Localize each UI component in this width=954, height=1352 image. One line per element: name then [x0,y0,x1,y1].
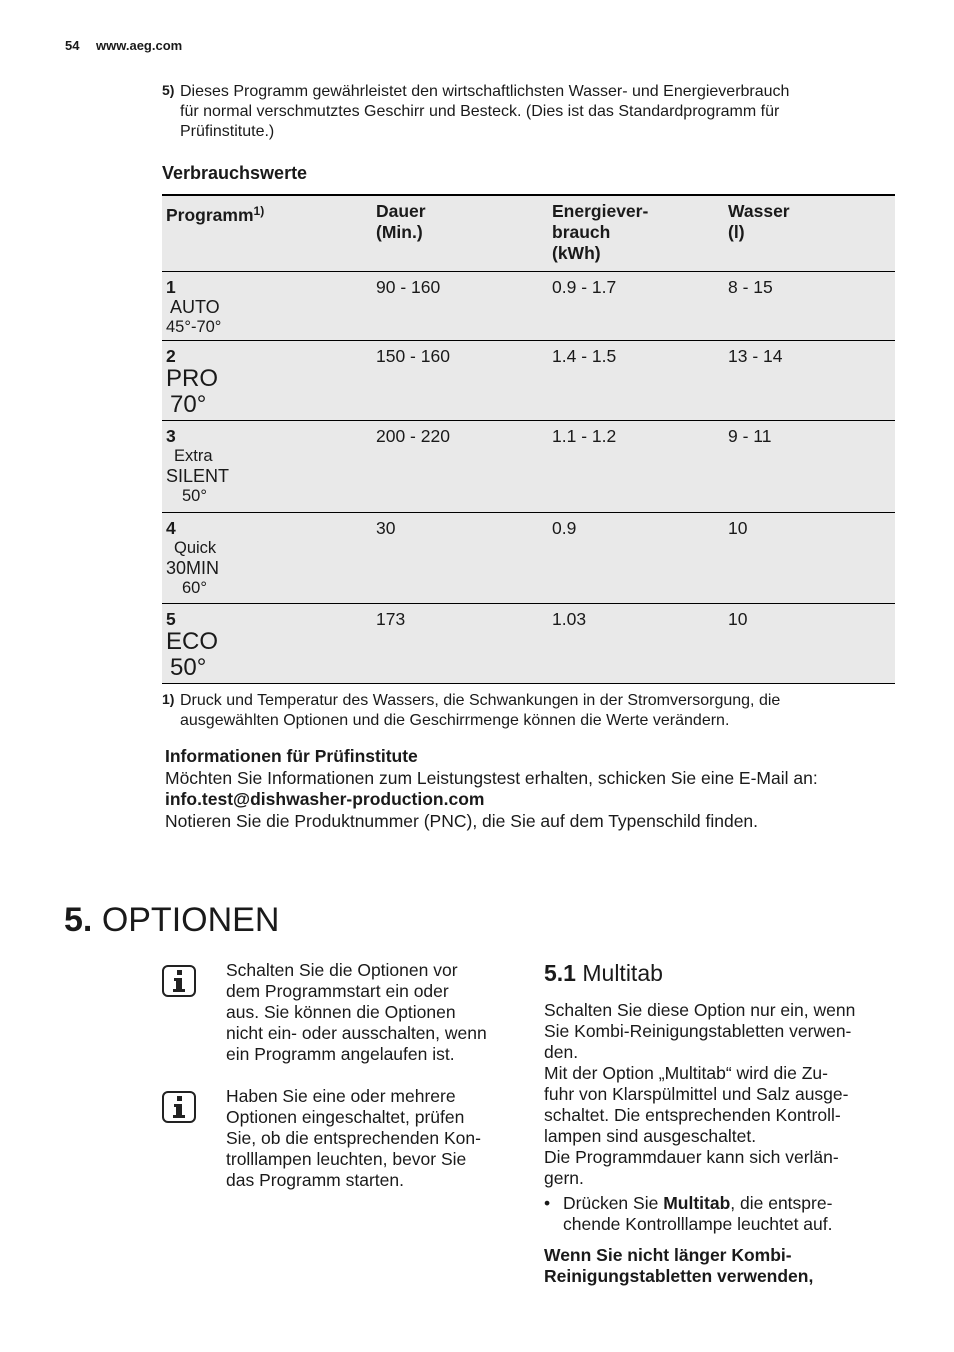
program-symbol: ECO [166,628,219,655]
water-cell: 13 - 14 [724,341,895,421]
bullet-icon: • [544,1193,551,1213]
info-text: Möchten Sie Informationen zum Leistungstest erhalten, schicken Sie eine E-Mail an: [165,767,818,788]
consumption-title: Verbrauchswerte [162,163,308,183]
info-title: Informationen für Prüfinstitute [165,746,418,766]
note-text: Schalten Sie die Optionen vor dem Programmstart ein oder aus. Sie können die Optionen nicht ein- oder ausschalten, wenn ein Programm angelaufen ist. [226,960,487,1064]
info-icon [162,1091,196,1123]
program-symbol: PRO [166,365,219,392]
program-temperature: 50° [182,487,207,505]
energy-cell: 1.03 [548,604,724,684]
paragraph: Schalten Sie diese Option nur ein, wenn Sie Kombi-Reinigungstabletten verwen- den. [544,1000,856,1062]
table-row [162,604,895,684]
footnote-line: Prüfinstitute.) [180,123,275,140]
program-symbol: Extra [174,447,213,465]
footnote-1 [162,691,892,731]
multitab-description [544,1000,894,1287]
list-item: • Drücken Sie Multitab, die entspre- chende Kontrolllampe leuchtet auf. [544,1193,833,1234]
info-text: Notieren Sie die Produktnummer (PNC), die Sie auf dem Typenschild finden. [165,810,759,831]
energy-cell: 1.1 - 1.2 [548,421,724,513]
email-link[interactable]: info.test@dishwasher-production.com [165,789,485,809]
program-symbol: Quick [174,539,217,557]
energy-cell: 0.9 - 1.7 [548,272,724,341]
program-temperature: 60° [182,579,207,597]
header-water: Wasser (l) [724,195,895,272]
test-institute-info [165,746,905,832]
section-heading [64,898,279,942]
footnote-line: für normal verschmutztes Geschirr und Besteck. (Dies ist das Standardprogramm für [180,103,780,120]
header-duration: Dauer (Min.) [372,195,548,272]
footnote-mark: 1) [162,691,175,707]
footnote-text [162,691,892,731]
subheading: Wenn Sie nicht länger Kombi- Reinigungstabletten verwenden, [544,1245,814,1286]
program-symbol: SILENT [166,466,230,486]
program-cell: 2 PRO 70° [162,341,372,421]
program-cell: 3 Extra SILENT 50° [162,421,372,513]
water-cell: 10 [724,513,895,604]
section-title: OPTIONEN [101,901,280,939]
program-cell: 1 AUTO 45°-70° [162,272,372,341]
duration-cell: 173 [372,604,548,684]
footnote-text [162,82,892,142]
duration-cell: 30 [372,513,548,604]
header-energy: Energiever- brauch (kWh) [548,195,724,272]
table-header-row [162,195,895,272]
table-row [162,341,895,421]
program-temperature: 50° [170,654,207,681]
table-row [162,421,895,513]
program-symbol: 30MIN [166,558,220,578]
paragraph: Mit der Option „Multitab“ wird die Zu- fuhr von Klarspülmittel und Salz ausge- schaltet. Die entsprechenden Kontroll- lampen sind ausgeschaltet. [544,1063,849,1146]
subsection-number: 5.1 [544,960,576,986]
website-url[interactable]: www.aeg.com [96,38,183,53]
energy-cell: 0.9 [548,513,724,604]
footnote-line: Druck und Temperatur des Wassers, die Schwankungen in der Stromversorgung, die [180,692,781,709]
subsection-title: Multitab [582,960,663,986]
header-program: Programm$^{1)}$ [162,195,372,272]
water-cell: 9 - 11 [724,421,895,513]
footnote-line: ausgewählten Optionen und die Geschirrmenge können die Werte verändern. [180,712,730,729]
footnote-line: Dieses Programm gewährleistet den wirtschaftlichsten Wasser- und Energieverbrauch [180,83,790,100]
water-cell: 8 - 15 [724,272,895,341]
consumption-table [162,194,895,684]
program-cell: 4 Quick 30MIN 60° [162,513,372,604]
info-icon [162,965,196,997]
duration-cell: 150 - 160 [372,341,548,421]
duration-cell: 90 - 160 [372,272,548,341]
note-text: Haben Sie eine oder mehrere Optionen eingeschaltet, prüfen Sie, ob die entsprechenden Kon- trolllampen leuchten, bevor Sie das Programm starten. [226,1086,481,1190]
subsection-heading [544,958,663,988]
duration-cell: 200 - 220 [372,421,548,513]
program-temperature: 45°-70° [166,318,222,336]
page-number: 54 [65,38,80,53]
footnote-5 [162,82,892,142]
section-number: 5. [64,901,93,939]
program-temperature: 70° [170,391,207,418]
energy-cell: 1.4 - 1.5 [548,341,724,421]
program-cell: 5 ECO 50° [162,604,372,684]
footnote-mark: 5) [162,82,175,98]
paragraph: Die Programmdauer kann sich verlän- gern. [544,1147,839,1188]
water-cell: 10 [724,604,895,684]
table-row [162,513,895,604]
table-row [162,272,895,341]
program-symbol: AUTO [170,297,220,317]
